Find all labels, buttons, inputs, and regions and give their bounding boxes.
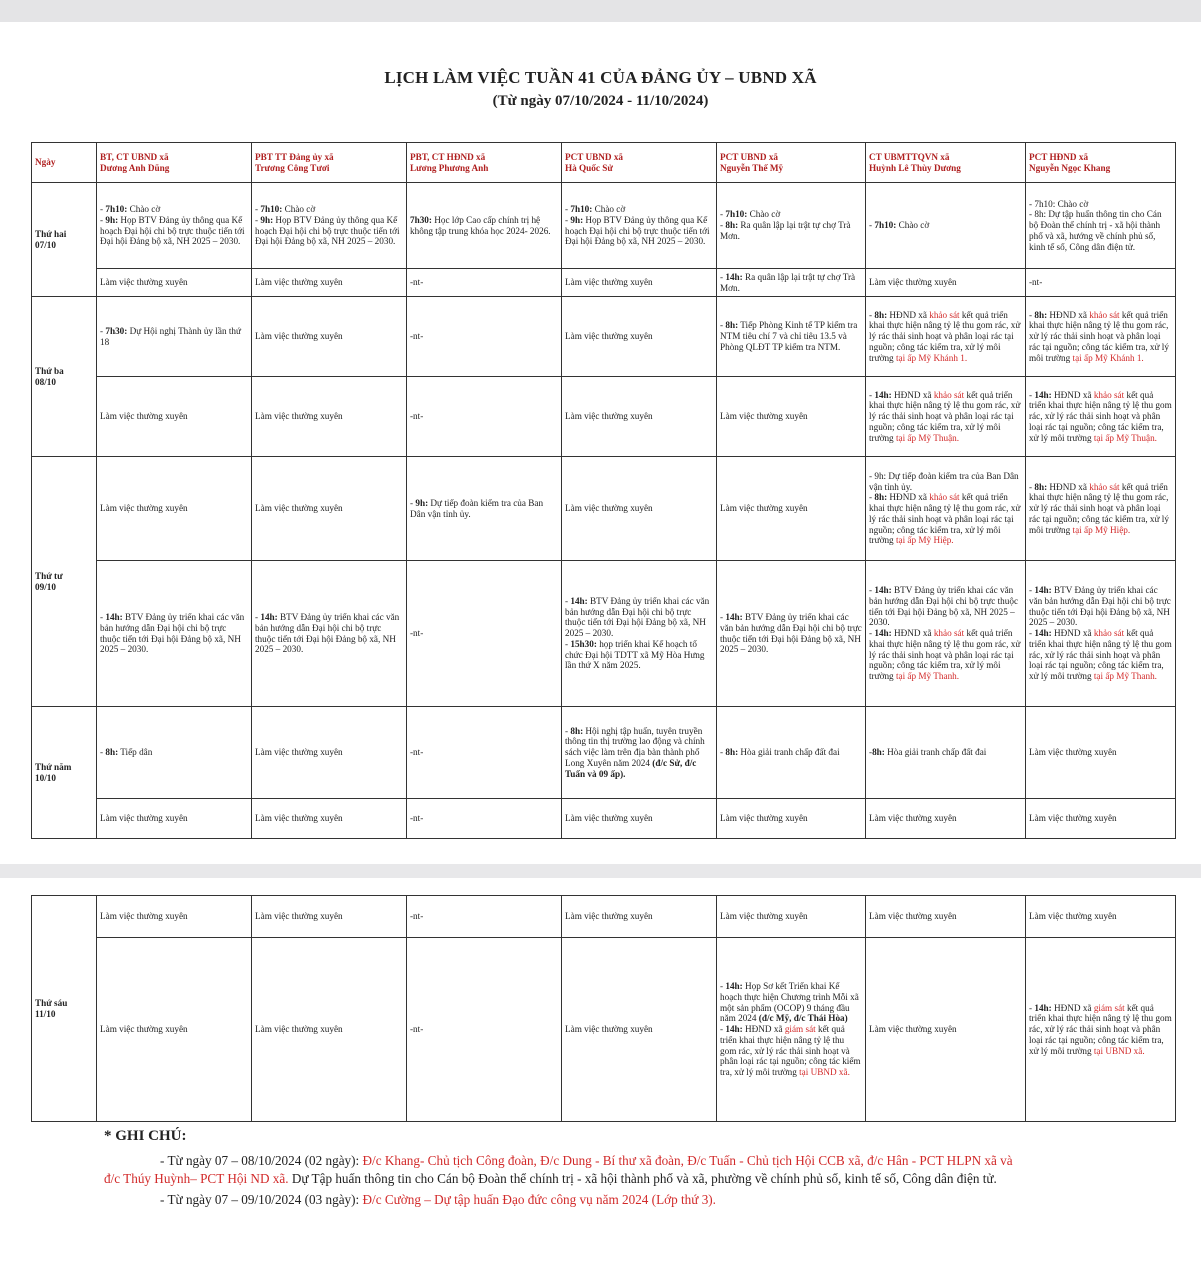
table-cell: - 14h: HĐND xã khảo sát kết quả triển khai thực hiện nâng tỷ lệ thu gom rác, xử lý rác thải sinh hoạt và phân loại rác tại nguồn; công tác kiểm tra, xử lý môi trường tại ấp Mỹ Thuận. (1026, 377, 1176, 457)
day-wednesday: Thứ tư 09/10 (32, 457, 97, 707)
table-cell: - 14h: BTV Đảng ủy triển khai các văn bản hướng dẫn Đại hội chi bộ trực thuộc tiến tới Đại hội Đảng bộ xã, NH 2025 – 2030. (252, 561, 407, 707)
note-1: - Từ ngày 07 – 08/10/2024 (02 ngày): Đ/c Khang- Chủ tịch Công đoàn, Đ/c Dung - Bí thư xã đoàn, Đ/c Tuấn - Chủ tịch Hội CCB xã, đ/c Hân - PCT HLPN xã và (160, 1153, 1013, 1168)
table-row (32, 297, 1176, 377)
table-cell: -nt- (407, 377, 562, 457)
table-cell: -8h: Hòa giải tranh chấp đất đai (866, 707, 1026, 799)
table-cell: - 7h10: Chào cờ - 8h: Ra quân lập lại trật tự chợ Trà Mơn. (717, 183, 866, 269)
table-cell: Làm việc thường xuyên (252, 457, 407, 561)
table-cell: Làm việc thường xuyên (562, 896, 717, 938)
schedule-table-page-1 (31, 142, 1176, 839)
table-cell: Làm việc thường xuyên (717, 457, 866, 561)
table-cell: -nt- (407, 561, 562, 707)
table-row (32, 183, 1176, 269)
table-cell: Làm việc thường xuyên (252, 707, 407, 799)
table-cell: Làm việc thường xuyên (562, 377, 717, 457)
table-row (32, 938, 1176, 1122)
day-friday: Thứ sáu 11/10 (32, 896, 97, 1122)
table-cell: 7h30: Học lớp Cao cấp chính trị hệ không tập trung khóa học 2024- 2026. (407, 183, 562, 269)
table-cell: Làm việc thường xuyên (866, 799, 1026, 839)
table-row (32, 707, 1176, 799)
table-cell: - 14h: BTV Đảng ủy triển khai các văn bản hướng dẫn Đại hội chi bộ trực thuộc tiến tới Đại hội Đảng bộ xã, NH 2025 – 2030. (97, 561, 252, 707)
header-col-2: PBT TT Đảng ủy xã Trương Công Tươi (252, 143, 407, 183)
table-cell: Làm việc thường xuyên (562, 297, 717, 377)
table-cell: Làm việc thường xuyên (562, 938, 717, 1122)
table-cell: Làm việc thường xuyên (866, 938, 1026, 1122)
table-cell: Làm việc thường xuyên (97, 799, 252, 839)
table-cell: - 14h: BTV Đảng ủy triển khai các văn bản hướng dẫn Đại hội chi bộ trực thuộc tiến tới Đại hội Đảng bộ xã, NH 2025 – 2030. - 15h30: họp triển khai Kế hoạch tổ chức Đại hội TDTT xã Mỹ Hòa Hưng lần thứ X năm 2025. (562, 561, 717, 707)
table-cell: Làm việc thường xuyên (252, 377, 407, 457)
table-cell: Làm việc thường xuyên (562, 269, 717, 297)
document-title: LỊCH LÀM VIỆC TUẦN 41 CỦA ĐẢNG ỦY – UBND XÃ (384, 68, 817, 87)
table-cell: - 8h: Tiếp dân (97, 707, 252, 799)
table-cell: - 7h10: Chào cờ - 8h: Dự tập huấn thông tin cho Cán bộ Đoàn thể chính trị - xã hội thành phố và xã, hướng về chính phủ số, kinh tế số, Công dân điện tử. (1026, 183, 1176, 269)
table-cell: - 9h: Dự tiếp đoàn kiểm tra của Ban Dân vận tỉnh ủy. - 8h: HĐND xã khảo sát kết quả triển khai thực hiện nâng tỷ lệ thu gom rác, xử lý rác thải sinh hoạt và phân loại rác tại nguồn; công tác kiểm tra, xử lý môi trường tại ấp Mỹ Hiệp. (866, 457, 1026, 561)
table-cell: Làm việc thường xuyên (97, 269, 252, 297)
table-cell: - 7h30: Dự Hội nghị Thành ủy lần thứ 18 (97, 297, 252, 377)
document-subtitle: (Từ ngày 07/10/2024 - 11/10/2024) (492, 93, 709, 109)
table-row (32, 457, 1176, 561)
table-cell: Làm việc thường xuyên (252, 269, 407, 297)
table-cell: Làm việc thường xuyên (252, 938, 407, 1122)
table-cell: Làm việc thường xuyên (866, 269, 1026, 297)
table-row (32, 269, 1176, 297)
table-cell: - 7h10: Chào cờ (866, 183, 1026, 269)
table-cell: - 14h: BTV Đảng ủy triển khai các văn bản hướng dẫn Đại hội chi bộ trực thuộc tiến tới Đại hội Đảng bộ xã, NH 2025 – 2030. - 14h: HĐND xã khảo sát kết quả triển khai thực hiện nâng tỷ lệ thu gom rác, xử lý rác thải sinh hoạt và phân loại rác tại nguồn; công tác kiểm tra, xử lý môi trường tại ấp Mỹ Thanh. (1026, 561, 1176, 707)
header-row (32, 143, 1176, 183)
header-col-6: CT UBMTTQVN xã Huỳnh Lê Thùy Dương (866, 143, 1026, 183)
table-cell: - 7h10: Chào cờ - 9h: Họp BTV Đảng ủy thông qua Kế hoạch Đại hội chi bộ trực thuộc tiến tới Đại hội Đảng bộ xã, NH 2025 – 2030. (97, 183, 252, 269)
table-cell: Làm việc thường xuyên (717, 896, 866, 938)
table-cell: - 14h: BTV Đảng ủy triển khai các văn bản hướng dẫn Đại hội chi bộ trực thuộc tiến tới Đại hội Đảng bộ xã, NH 2025 – 2030. - 14h: HĐND xã khảo sát kết quả triển khai thực hiện nâng tỷ lệ thu gom rác, xử lý rác thải sinh hoạt và phân loại rác tại nguồn; công tác kiểm tra, xử lý môi trường tại ấp Mỹ Thanh. (866, 561, 1026, 707)
day-tuesday: Thứ ba 08/10 (32, 297, 97, 457)
table-cell: Làm việc thường xuyên (1026, 707, 1176, 799)
table-cell: - 14h: Họp Sơ kết Triển khai Kế hoạch thực hiện Chương trình Mỗi xã một sản phẩm (OCOP) 9 tháng đầu năm 2024 (đ/c Mỹ, đ/c Thái Hòa) - 14h: HĐND xã giám sát kết quả triển khai thực hiện nâng tỷ lệ thu gom rác, xử lý rác thải sinh hoạt và phân loại rác tại nguồn; công tác kiểm tra, xử lý môi trường tại UBND xã. (717, 938, 866, 1122)
notes-heading: * GHI CHÚ: (104, 1128, 187, 1144)
table-row (32, 377, 1176, 457)
table-cell: -nt- (1026, 269, 1176, 297)
table-cell: - 7h10: Chào cờ - 9h: Họp BTV Đảng ủy thông qua Kế hoạch Đại hội chi bộ trực thuộc tiến tới Đại hội Đảng bộ xã, NH 2025 – 2030. (562, 183, 717, 269)
schedule-table-page-2 (31, 895, 1176, 1122)
table-cell: - 14h: BTV Đảng ủy triển khai các văn bản hướng dẫn Đại hội chi bộ trực thuộc tiến tới Đại hội Đảng bộ xã, NH 2025 – 2030. (717, 561, 866, 707)
table-cell: - 8h: Hội nghị tập huấn, tuyên truyền thông tin thị trường lao động và chính sách việc làm trên địa bàn thành phố Long Xuyên năm 2024 (đ/c Sử, đ/c Tuấn và 09 ấp). (562, 707, 717, 799)
table-cell: Làm việc thường xuyên (866, 896, 1026, 938)
table-cell: Làm việc thường xuyên (1026, 896, 1176, 938)
table-cell: -nt- (407, 269, 562, 297)
table-cell: - 14h: HĐND xã khảo sát kết quả triển khai thực hiện nâng tỷ lệ thu gom rác, xử lý rác thải sinh hoạt và phân loại rác tại nguồn; công tác kiểm tra, xử lý môi trường tại ấp Mỹ Thuận. (866, 377, 1026, 457)
table-cell: Làm việc thường xuyên (717, 377, 866, 457)
page-break (0, 864, 1201, 878)
table-cell: - 9h: Dự tiếp đoàn kiểm tra của Ban Dân vận tỉnh ủy. (407, 457, 562, 561)
table-row (32, 799, 1176, 839)
table-cell: -nt- (407, 938, 562, 1122)
header-col-3: PBT, CT HĐND xã Lương Phương Anh (407, 143, 562, 183)
table-cell: - 14h: HĐND xã giám sát kết quả triển khai thực hiện nâng tỷ lệ thu gom rác, xử lý rác thải sinh hoạt và phân loại rác tại nguồn; công tác kiểm tra, xử lý môi trường tại UBND xã. (1026, 938, 1176, 1122)
table-cell: - 8h: Tiếp Phòng Kinh tế TP kiểm tra NTM tiêu chí 7 và chỉ tiêu 13.5 và Phòng QLĐT TP kiểm tra NTM. (717, 297, 866, 377)
table-row (32, 561, 1176, 707)
table-cell: - 14h: Ra quân lập lại trật tự chợ Trà Mơn. (717, 269, 866, 297)
table-cell: -nt- (407, 799, 562, 839)
table-cell: Làm việc thường xuyên (252, 297, 407, 377)
table-cell: Làm việc thường xuyên (252, 799, 407, 839)
table-cell: - 8h: HĐND xã khảo sát kết quả triển khai thực hiện nâng tỷ lệ thu gom rác, xử lý rác thải sinh hoạt và phân loại rác tại nguồn; công tác kiểm tra, xử lý môi trường tại ấp Mỹ Hiệp. (1026, 457, 1176, 561)
table-cell: -nt- (407, 896, 562, 938)
header-col-5: PCT UBND xã Nguyễn Thế Mỹ (717, 143, 866, 183)
day-monday: Thứ hai 07/10 (32, 183, 97, 297)
header-day: Ngày (32, 143, 97, 183)
table-cell: - 8h: HĐND xã khảo sát kết quả triển khai thực hiện nâng tỷ lệ thu gom rác, xử lý rác thải sinh hoạt và phân loại rác tại nguồn; công tác kiểm tra, xử lý môi trường tại ấp Mỹ Khánh 1. (1026, 297, 1176, 377)
table-cell: Làm việc thường xuyên (97, 896, 252, 938)
table-cell: Làm việc thường xuyên (562, 457, 717, 561)
table-cell: - 8h: Hòa giải tranh chấp đất đai (717, 707, 866, 799)
note-2: - Từ ngày 07 – 09/10/2024 (03 ngày): Đ/c Cường – Dự tập huấn Đạo đức công vụ năm 2024 (Lớp thứ 3). (160, 1192, 716, 1207)
header-col-7: PCT HĐND xã Nguyễn Ngọc Khang (1026, 143, 1176, 183)
table-row (32, 896, 1176, 938)
header-col-4: PCT UBND xã Hà Quốc Sử (562, 143, 717, 183)
table-cell: Làm việc thường xuyên (97, 457, 252, 561)
table-cell: Làm việc thường xuyên (252, 896, 407, 938)
table-cell: -nt- (407, 297, 562, 377)
table-cell: -nt- (407, 707, 562, 799)
header-col-1: BT, CT UBND xã Dương Anh Dũng (97, 143, 252, 183)
table-cell: Làm việc thường xuyên (97, 938, 252, 1122)
table-cell: Làm việc thường xuyên (717, 799, 866, 839)
table-cell: Làm việc thường xuyên (1026, 799, 1176, 839)
day-thursday: Thứ năm 10/10 (32, 707, 97, 839)
table-cell: - 7h10: Chào cờ - 9h: Họp BTV Đảng ủy thông qua Kế hoạch Đại hội chi bộ trực thuộc tiến tới Đại hội Đảng bộ xã, NH 2025 – 2030. (252, 183, 407, 269)
browser-top-bar (0, 0, 1201, 22)
note-1-continued: đ/c Thúy Huỳnh– PCT Hội ND xã. Dự Tập huấn thông tin cho Cán bộ Đoàn thể chính trị - xã hội thành phố và xã, phường về chính phủ số, kinh tế số, Công dân điện tử. (104, 1171, 997, 1186)
table-cell: Làm việc thường xuyên (562, 799, 717, 839)
table-cell: Làm việc thường xuyên (97, 377, 252, 457)
table-cell: - 8h: HĐND xã khảo sát kết quả triển khai thực hiện nâng tỷ lệ thu gom rác, xử lý rác thải sinh hoạt và phân loại rác tại nguồn; công tác kiểm tra, xử lý môi trường tại ấp Mỹ Khánh 1. (866, 297, 1026, 377)
